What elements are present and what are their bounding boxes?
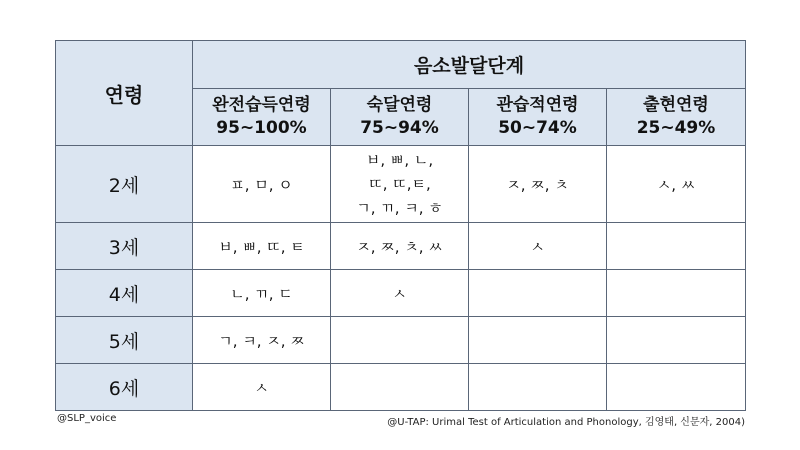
table-cell: ㄱ, ㅋ, ㅈ, ㅉ (193, 317, 331, 364)
stage-range: 50~74% (498, 118, 577, 138)
table-cell: ㅍ, ㅁ, ㅇ (193, 146, 331, 223)
table-row (56, 223, 746, 270)
age-cell: 3세 (56, 223, 193, 270)
table-cell (469, 364, 607, 411)
table-cell: ㅂ, ㅃ, ㄸ, ㅌ (193, 223, 331, 270)
table-cell (469, 270, 607, 317)
table-cell: ㅅ (331, 270, 469, 317)
table-cell: ㅅ (469, 223, 607, 270)
table-row (56, 317, 746, 364)
age-cell: 2세 (56, 146, 193, 223)
age-cell: 4세 (56, 270, 193, 317)
stage-mastery (331, 89, 469, 146)
stage-range: 75~94% (360, 118, 439, 138)
stage-name: 출현연령 (643, 95, 709, 115)
author-credit: @SLP_voice (57, 413, 117, 424)
table-cell (469, 317, 607, 364)
stage-emergence (607, 89, 746, 146)
table-cell (607, 223, 746, 270)
table-cell (331, 146, 469, 223)
table-cell (607, 270, 746, 317)
stage-range: 95~100% (216, 118, 307, 138)
table-cell: ㅅ, ㅆ (607, 146, 746, 223)
age-cell: 5세 (56, 317, 193, 364)
cell-line: ㅂ, ㅃ, ㄴ, (365, 151, 434, 169)
cell-line: ㄱ, ㄲ, ㅋ, ㅎ (356, 199, 443, 217)
stage-name: 완전습득연령 (212, 95, 311, 115)
table-row (56, 270, 746, 317)
table-cell (607, 317, 746, 364)
stage-name: 숙달연령 (366, 95, 433, 115)
age-cell: 6세 (56, 364, 193, 411)
table-cell: ㅈ, ㅉ, ㅊ (469, 146, 607, 223)
table-cell (331, 364, 469, 411)
header-row-1 (56, 41, 746, 89)
stage-header: 음소발달단계 (193, 41, 746, 89)
table-cell: ㄴ, ㄲ, ㄷ (193, 270, 331, 317)
table-cell: ㅅ (193, 364, 331, 411)
source-citation: @U-TAP: Urimal Test of Articulation and Phonology, 김영태, 신문자, 2004) (387, 417, 745, 428)
stage-complete (193, 89, 331, 146)
age-header: 연령 (56, 41, 193, 146)
table-cell (331, 317, 469, 364)
phoneme-development-table (55, 40, 746, 411)
stage-name: 관습적연령 (496, 95, 579, 115)
table-row (56, 364, 746, 411)
stage-customary (469, 89, 607, 146)
table-cell (607, 364, 746, 411)
cell-line: ㄸ, ㄸ,ㅌ, (368, 175, 431, 193)
stage-range: 25~49% (636, 118, 716, 138)
table-row (56, 146, 746, 223)
table-cell: ㅈ, ㅉ, ㅊ, ㅆ (331, 223, 469, 270)
